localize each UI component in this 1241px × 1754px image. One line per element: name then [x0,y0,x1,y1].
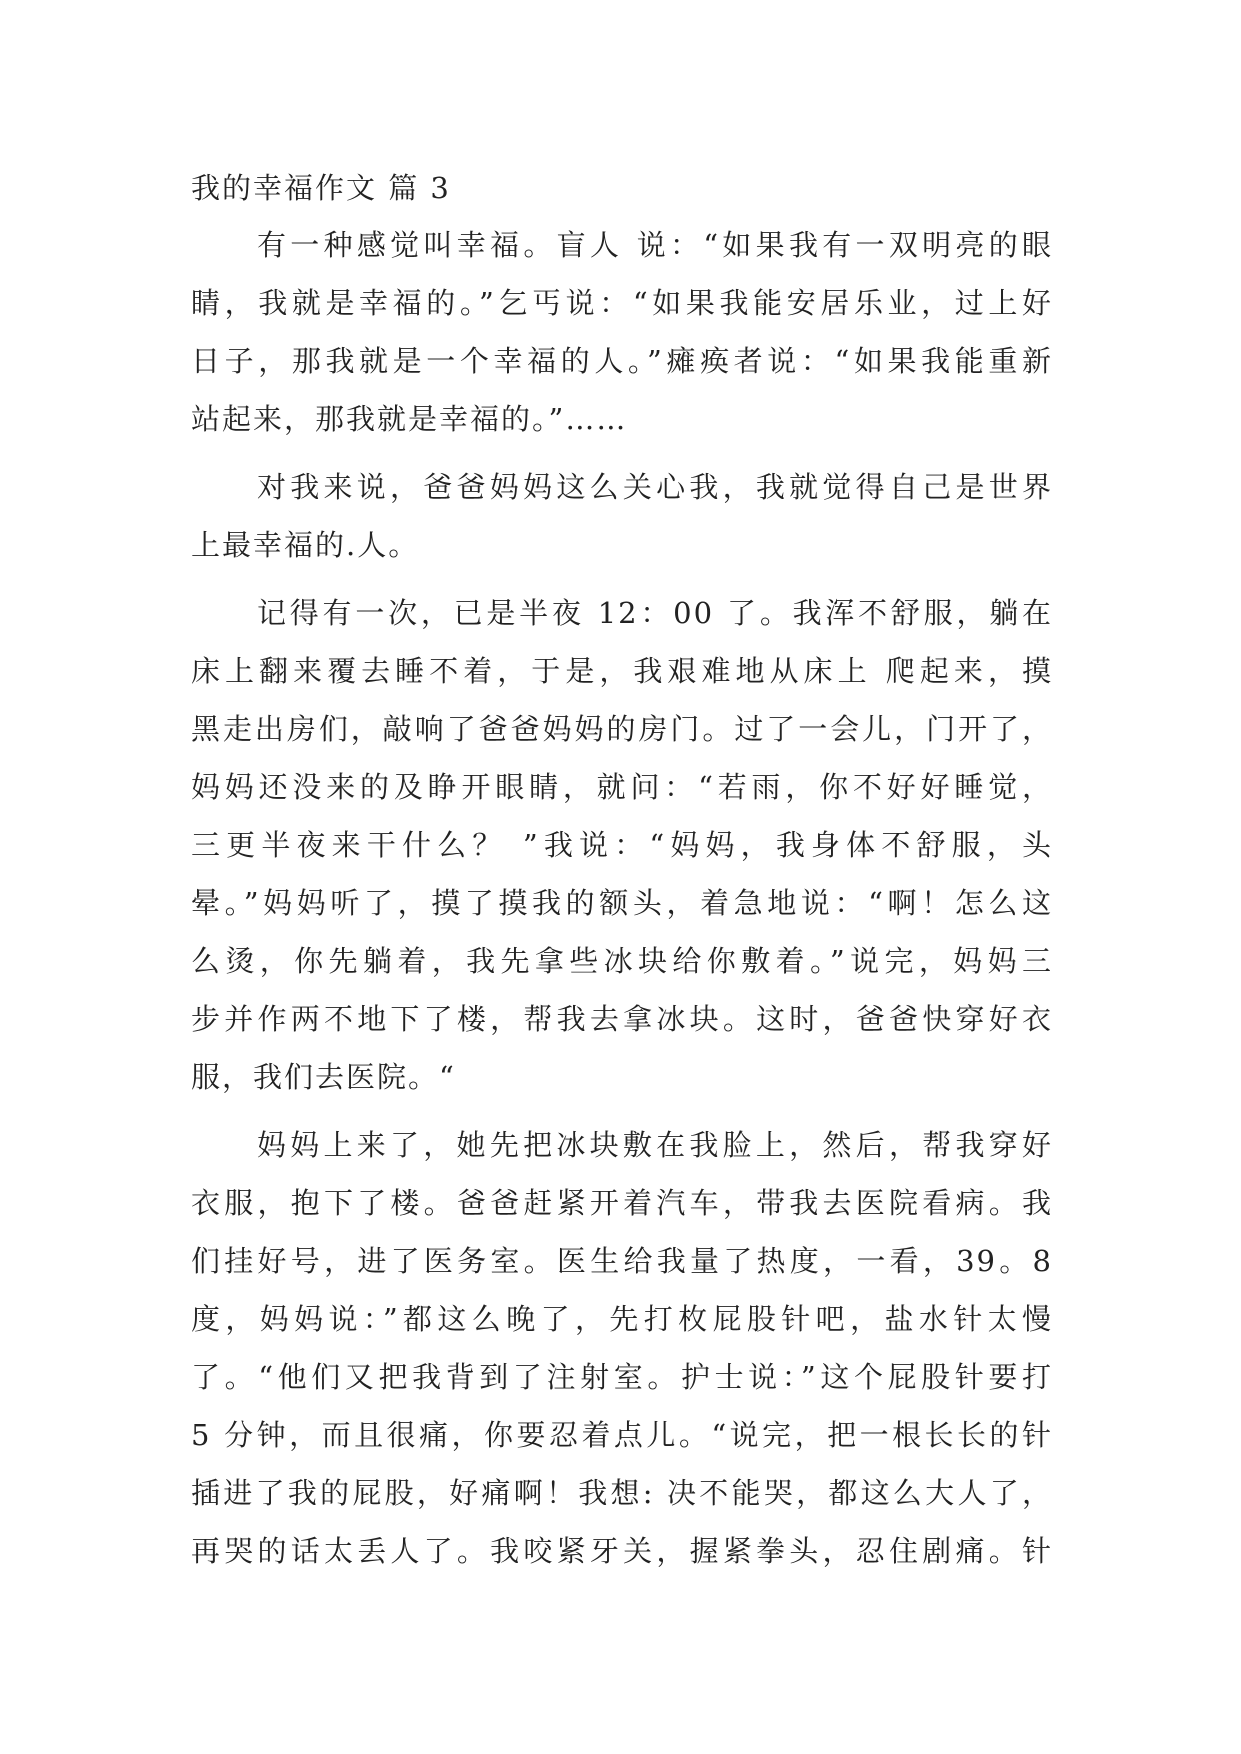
text-line: 记得有一次，已是半夜 12：00 了。我浑不舒服，躺在 [257,596,1053,630]
text-line: 插进了我的屁股，好痛啊！我想: 决不能哭，都这么大人了， [191,1476,1053,1510]
paragraph-3 [191,584,1053,1106]
essay-body [191,160,1053,1580]
text-line: 睛，我就是幸福的。”乞丐说：“如果我能安居乐业，过上好 [191,286,1053,320]
text-line: 黑走出房们，敲响了爸爸妈妈的房门。过了一会儿，门开了， [191,712,1053,746]
text-line: 步并作两不地下了楼，帮我去拿冰块。这时，爸爸快穿好衣 [191,1002,1053,1036]
text-line: 上最幸福的.人。 [191,528,420,562]
text-line: 日子，那我就是一个幸福的人。”瘫痪者说：“如果我能重新 [191,344,1053,378]
text-line: 妈妈还没来的及睁开眼睛，就问：“若雨，你不好好睡觉， [191,770,1053,804]
paragraph-2 [191,458,1053,574]
text-line: 床上翻来覆去睡不着，于是，我艰难地从床上 爬起来，摸 [191,654,1053,688]
text-line: 再哭的话太丢人了。我咬紧牙关，握紧拳头，忍住剧痛。针 [191,1534,1053,1568]
text-line: 么烫，你先躺着，我先拿些冰块给你敷着。”说完，妈妈三 [191,944,1053,978]
text-line: 们挂好号，进了医务室。医生给我量了热度，一看，39。8 [191,1244,1053,1278]
text-line: 服，我们去医院。“ [191,1060,456,1094]
text-line: 晕。”妈妈听了，摸了摸我的额头，着急地说：“啊！怎么这 [191,886,1053,920]
paragraph-1 [191,216,1053,448]
text-line: 妈妈上来了，她先把冰块敷在我脸上，然后，帮我穿好 [257,1128,1053,1162]
text-line: 有一种感觉叫幸福。盲人 说：“如果我有一双明亮的眼 [257,228,1053,262]
text-line: 衣服，抱下了楼。爸爸赶紧开着汽车，带我去医院看病。我 [191,1186,1053,1220]
text-line: 对我来说，爸爸妈妈这么关心我，我就觉得自己是世界 [257,470,1053,504]
text-line: 5 分钟，而且很痛，你要忍着点儿。“说完，把一根长长的针 [191,1418,1053,1452]
text-line: 三更半夜来干什么？ ”我说：“妈妈，我身体不舒服，头 [191,828,1053,862]
text-line: 站起来，那我就是幸福的。”…… [191,402,628,436]
text-line: 度，妈妈说：”都这么晚了，先打枚屁股针吧，盐水针太慢 [191,1302,1053,1336]
text-line: 了。“他们又把我背到了注射室。护士说：”这个屁股针要打 [191,1360,1053,1394]
paragraph-4 [191,1116,1053,1580]
essay-title: 我的幸福作文 篇 3 [191,171,451,205]
